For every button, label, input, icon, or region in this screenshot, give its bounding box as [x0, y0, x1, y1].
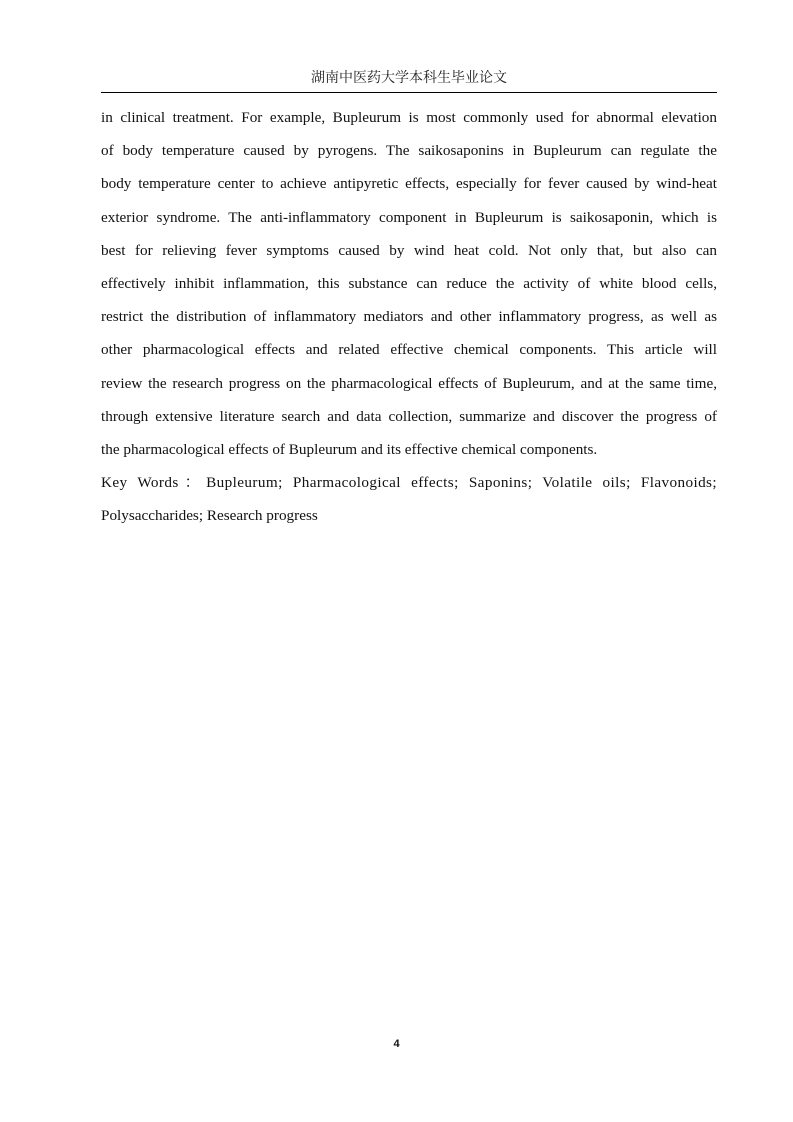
- abstract-line: of body temperature caused by pyrogens. The saikosaponins in Bupleurum can regulate the: [101, 142, 717, 160]
- abstract-line: in clinical treatment. For example, Bupleurum is most commonly used for abnormal elevation: [101, 109, 717, 126]
- abstract-line: effectively inhibit inflammation, this substance can reduce the activity of white blood cells,: [101, 274, 717, 292]
- abstract-line: body temperature center to achieve antipyretic effects, especially for fever caused by wind-heat: [101, 175, 717, 193]
- abstract-line: exterior syndrome. The anti-inflammatory component in Bupleurum is saikosaponin, which is: [101, 208, 717, 226]
- keywords-line: Polysaccharides; Research progress: [101, 507, 318, 525]
- abstract-line: through extensive literature search and data collection, summarize and discover the progress of: [101, 407, 717, 425]
- running-header: 湖南中医药大学本科生毕业论文: [311, 70, 507, 86]
- abstract-line: the pharmacological effects of Bupleurum and its effective chemical components.: [101, 440, 598, 458]
- abstract-line: best for relieving fever symptoms caused by wind heat cold. Not only that, but also can: [101, 241, 717, 259]
- header-divider: [101, 92, 717, 93]
- abstract-line: restrict the distribution of inflammatory mediators and other inflammatory progress, as well as: [101, 308, 717, 326]
- keywords-line: Key Words：Bupleurum; Pharmacological effects; Saponins; Volatile oils; Flavonoids;: [101, 474, 717, 492]
- page-number: 4: [393, 1038, 400, 1050]
- abstract-body: [101, 107, 717, 538]
- abstract-line: review the research progress on the pharmacological effects of Bupleurum, and at the same time,: [101, 374, 717, 392]
- abstract-line: other pharmacological effects and related effective chemical components. This article will: [101, 341, 717, 359]
